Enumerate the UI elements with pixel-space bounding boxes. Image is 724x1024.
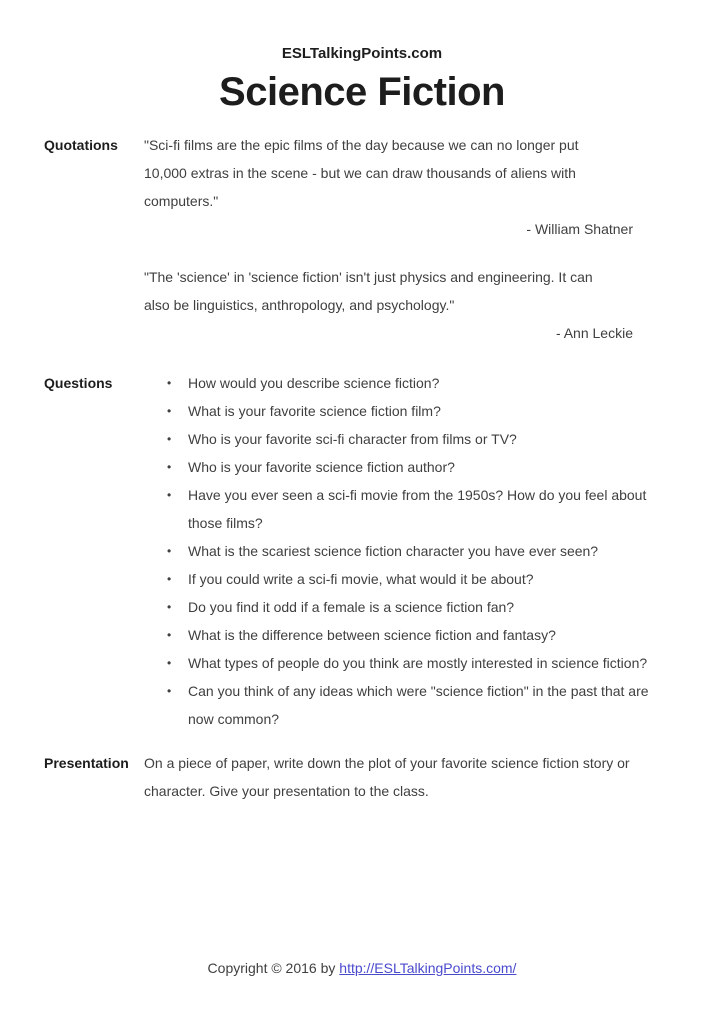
question-item <box>144 425 680 453</box>
question-item <box>144 565 680 593</box>
question-text: What is your favorite science fiction film? <box>188 403 441 419</box>
question-text: What is the scariest science fiction character you have ever seen? <box>188 543 599 559</box>
copyright-text: Copyright © 2016 by <box>207 960 336 976</box>
question-text: Do you find it odd if a female is a science fiction fan? <box>188 599 515 615</box>
quotations-label: Quotations <box>44 137 118 153</box>
question-item <box>144 453 680 481</box>
question-text: What types of people do you think are mostly interested in science fiction? <box>188 655 648 671</box>
question-item <box>144 537 680 565</box>
question-text: What is the difference between science fiction and fantasy? <box>188 627 556 643</box>
question-text: Who is your favorite science fiction author? <box>188 459 455 475</box>
presentation-content <box>144 749 680 805</box>
quote-line: "Sci-fi films are the epic films of the day because we can no longer put <box>144 137 579 153</box>
bullet-icon: • <box>167 460 172 474</box>
bullet-icon: • <box>167 376 172 390</box>
quote-attribution: - Ann Leckie <box>555 325 633 341</box>
quote <box>144 131 680 243</box>
bullet-icon: • <box>167 544 172 558</box>
quote-line: 10,000 extras in the scene - but we can draw thousands of aliens with <box>144 165 576 181</box>
presentation-section <box>44 749 680 805</box>
questions-label: Questions <box>44 375 113 391</box>
quote-attribution: - William Shatner <box>526 221 633 237</box>
question-text: How would you describe science fiction? <box>188 375 440 391</box>
bullet-icon: • <box>167 628 172 642</box>
question-text-line: Have you ever seen a sci-fi movie from the 1950s? How do you feel about <box>188 487 647 503</box>
bullet-icon: • <box>167 404 172 418</box>
presentation-text-line: character. Give your presentation to the class. <box>144 783 429 799</box>
quote-line: also be linguistics, anthropology, and psychology." <box>144 297 455 313</box>
footer <box>0 958 724 978</box>
question-item <box>144 369 680 397</box>
page-title: Science Fiction <box>219 70 505 114</box>
quotations-content <box>144 131 680 347</box>
bullet-icon: • <box>167 656 172 670</box>
bullet-icon: • <box>167 684 172 698</box>
question-item <box>144 677 680 733</box>
quote-line: "The 'science' in 'science fiction' isn't just physics and engineering. It can <box>144 269 593 285</box>
presentation-text-line: On a piece of paper, write down the plot of your favorite science fiction story or <box>144 755 630 771</box>
questions-list <box>144 369 680 733</box>
quote-line: computers." <box>144 193 219 209</box>
quote <box>144 263 680 347</box>
presentation-label: Presentation <box>44 755 129 771</box>
question-text <box>188 677 649 733</box>
page-header <box>44 0 680 116</box>
bullet-icon: • <box>167 488 172 502</box>
bullet-icon: • <box>167 432 172 446</box>
question-item <box>144 621 680 649</box>
quotations-section <box>44 131 680 347</box>
footer-link[interactable]: http://ESLTalkingPoints.com/ <box>339 960 517 976</box>
question-item <box>144 397 680 425</box>
bullet-icon: • <box>167 600 172 614</box>
questions-section <box>44 369 680 733</box>
question-text <box>188 481 646 537</box>
question-text: If you could write a sci-fi movie, what would it be about? <box>188 571 534 587</box>
question-text-line: Can you think of any ideas which were "science fiction" in the past that are <box>188 683 649 699</box>
question-item <box>144 593 680 621</box>
question-item <box>144 481 680 537</box>
question-text-line: those films? <box>188 515 263 531</box>
bullet-icon: • <box>167 572 172 586</box>
question-item <box>144 649 680 677</box>
site-name: ESLTalkingPoints.com <box>281 45 443 62</box>
question-text: Who is your favorite sci-fi character from films or TV? <box>188 431 517 447</box>
question-text-line: now common? <box>188 711 280 727</box>
